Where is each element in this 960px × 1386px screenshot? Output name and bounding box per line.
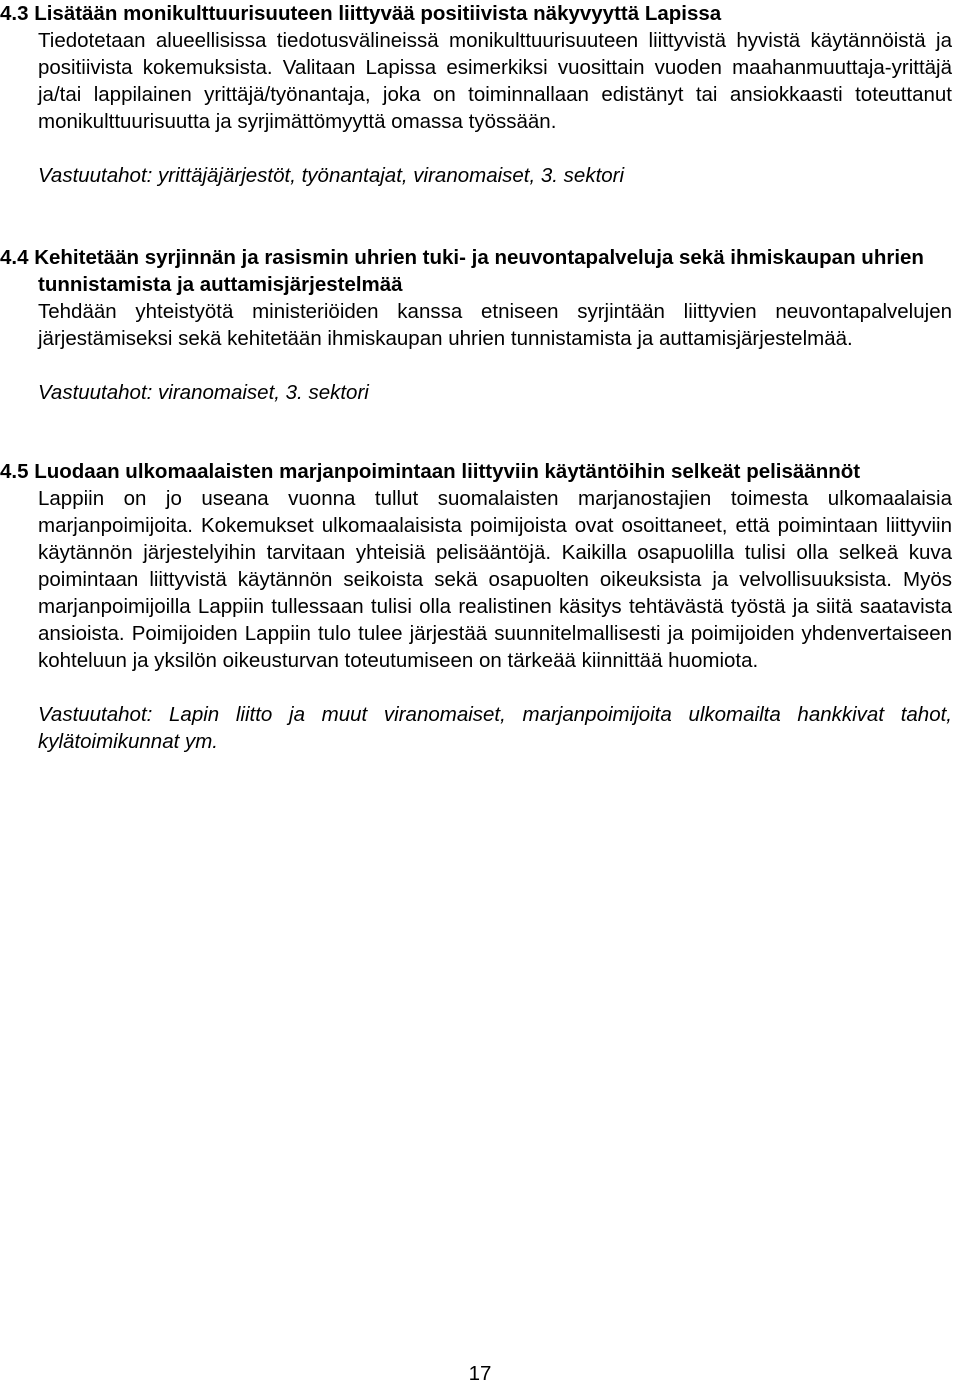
section-body: Tiedotetaan alueellisissa tiedotusvälineissä monikulttuurisuuteen liittyvistä hyvistä käytännöistä ja positiivista kokemuksista. Valitaan Lapissa esimerkiksi vuosittain vuoden maahanmuuttaja-yrittäjä ja/tai lappilainen yrittäjä/työnantaja, joka on toiminnallaan edistänyt tai ansiokkaasti toteuttanut monikulttuurisuutta ja syrjimättömyyttä omassa työssään. <box>38 29 952 133</box>
section-title: Lisätään monikulttuurisuuteen liittyvää positiivista näkyvyyttä Lapissa <box>34 2 722 25</box>
section-heading <box>0 458 952 485</box>
section-number: 4.3 <box>0 2 29 25</box>
section-4-5 <box>0 458 952 755</box>
section-body: Tehdään yhteistyötä ministeriöiden kanssa etniseen syrjintään liittyvien neuvontapalvelujen järjestämiseksi sekä kehitetään ihmiskaupan uhrien tunnistamista ja auttamisjärjestelmää. <box>38 300 952 350</box>
section-4-4 <box>0 244 952 406</box>
page-number: 17 <box>468 1362 492 1385</box>
section-title: Luodaan ulkomaalaisten marjanpoimintaan liittyviin käytäntöihin selkeät pelisäännöt <box>34 460 861 483</box>
section-number: 4.5 <box>0 460 29 483</box>
responsible-parties: Vastuutahot: yrittäjäjärjestöt, työnantajat, viranomaiset, 3. sektori <box>38 164 625 187</box>
responsible-parties: Vastuutahot: Lapin liitto ja muut viranomaiset, marjanpoimijoita ulkomailta hankkivat tahot, kylätoimikunnat ym. <box>38 703 952 753</box>
section-heading <box>0 0 952 27</box>
section-heading <box>0 244 952 298</box>
section-4-3 <box>0 0 952 189</box>
section-number: 4.4 <box>0 246 29 269</box>
responsible-parties: Vastuutahot: viranomaiset, 3. sektori <box>38 381 369 404</box>
section-title: Kehitetään syrjinnän ja rasismin uhrien tuki- ja neuvontapalveluja sekä ihmiskaupan uhrien tunnistamista ja auttamisjärjestelmää <box>34 246 924 296</box>
section-body: Lappiin on jo useana vuonna tullut suomalaisten marjanostajien toimesta ulkomaalaisia marjanpoimijoita. Kokemukset ulkomaalaisista poimijoista ovat osoittaneet, että poimintaan liittyviin käytännön järjestelyihin tarvitaan yhteisiä pelisääntöjä. Kaikilla osapuolilla tulisi olla selkeä kuva poimintaan liittyvistä käytännön seikoista sekä osapuolten oikeuksista ja velvollisuuksista. Myös marjanpoimijoilla Lappiin tullessaan tulisi olla realistinen käsitys tehtävästä työstä ja siitä saatavista ansioista. Poimijoiden Lappiin tulo tulee järjestää suunnitelmallisesti ja poimijoiden yhdenvertaiseen kohteluun ja yksilön oikeusturvan toteutumiseen on tärkeää kiinnittää huomiota. <box>38 487 952 672</box>
